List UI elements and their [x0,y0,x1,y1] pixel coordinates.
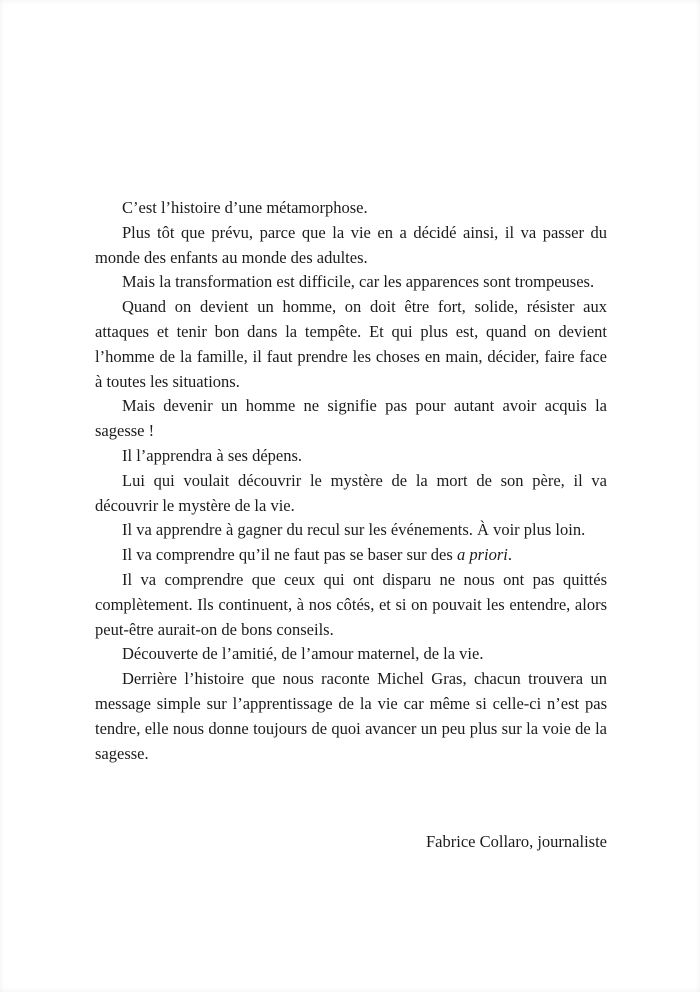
paragraph [95,568,607,642]
paragraph [95,221,607,271]
paragraph [95,642,607,667]
paragraph [95,196,607,221]
text-segment: Il va apprendre à gagner du recul sur les événements. À voir plus loin. [122,520,586,540]
text-block [95,196,607,766]
italic-text-segment: a priori [456,545,508,565]
paragraph [95,270,607,295]
paragraph [95,667,607,766]
text-segment: Lui qui voulait découvrir le mystère de la mort de son père, il va découvrir le mystère de la vie. [95,470,607,515]
paragraph [95,295,607,394]
paragraph [95,394,607,444]
text-segment: Il va comprendre qu’il ne faut pas se baser sur des [122,545,457,565]
paragraph [95,518,607,543]
paragraph [95,469,607,519]
text-segment: Mais devenir un homme ne signifie pas pour autant avoir acquis la sagesse ! [95,396,607,441]
paragraph [95,444,607,469]
author-signature: Fabrice Collaro, journaliste [426,832,607,851]
text-segment: . [507,545,512,565]
text-segment: Il l’apprendra à ses dépens. [122,445,303,465]
paragraph [95,543,607,568]
text-segment: Plus tôt que prévu, parce que la vie en a décidé ainsi, il va passer du monde des enfants au monde des adultes. [95,222,607,267]
text-segment: Derrière l’histoire que nous raconte Michel Gras, chacun trouvera un message simple sur l’apprentissage de la vie car même si celle-ci n’est pas tendre, elle nous donne toujours de quoi avancer un peu plus sur la voie de la sagesse. [95,669,607,763]
text-segment: Quand on devient un homme, on doit être fort, solide, résister aux attaques et tenir bon dans la tempête. Et qui plus est, quand on devient l’homme de la famille, il faut prendre les choses en main, décider, faire face à toutes les situations. [95,297,607,391]
text-segment: Découverte de l’amitié, de l’amour maternel, de la vie. [122,644,484,664]
text-segment: Il va comprendre que ceux qui ont disparu ne nous ont pas quittés complètement. Ils continuent, à nos côtés, et si on pouvait les entendre, alors peut-être aurait-on de bons conseils. [95,569,607,639]
text-segment: Mais la transformation est difficile, car les apparences sont trompeuses. [122,272,595,292]
text-segment: C’est l’histoire d’une métamorphose. [122,198,368,217]
